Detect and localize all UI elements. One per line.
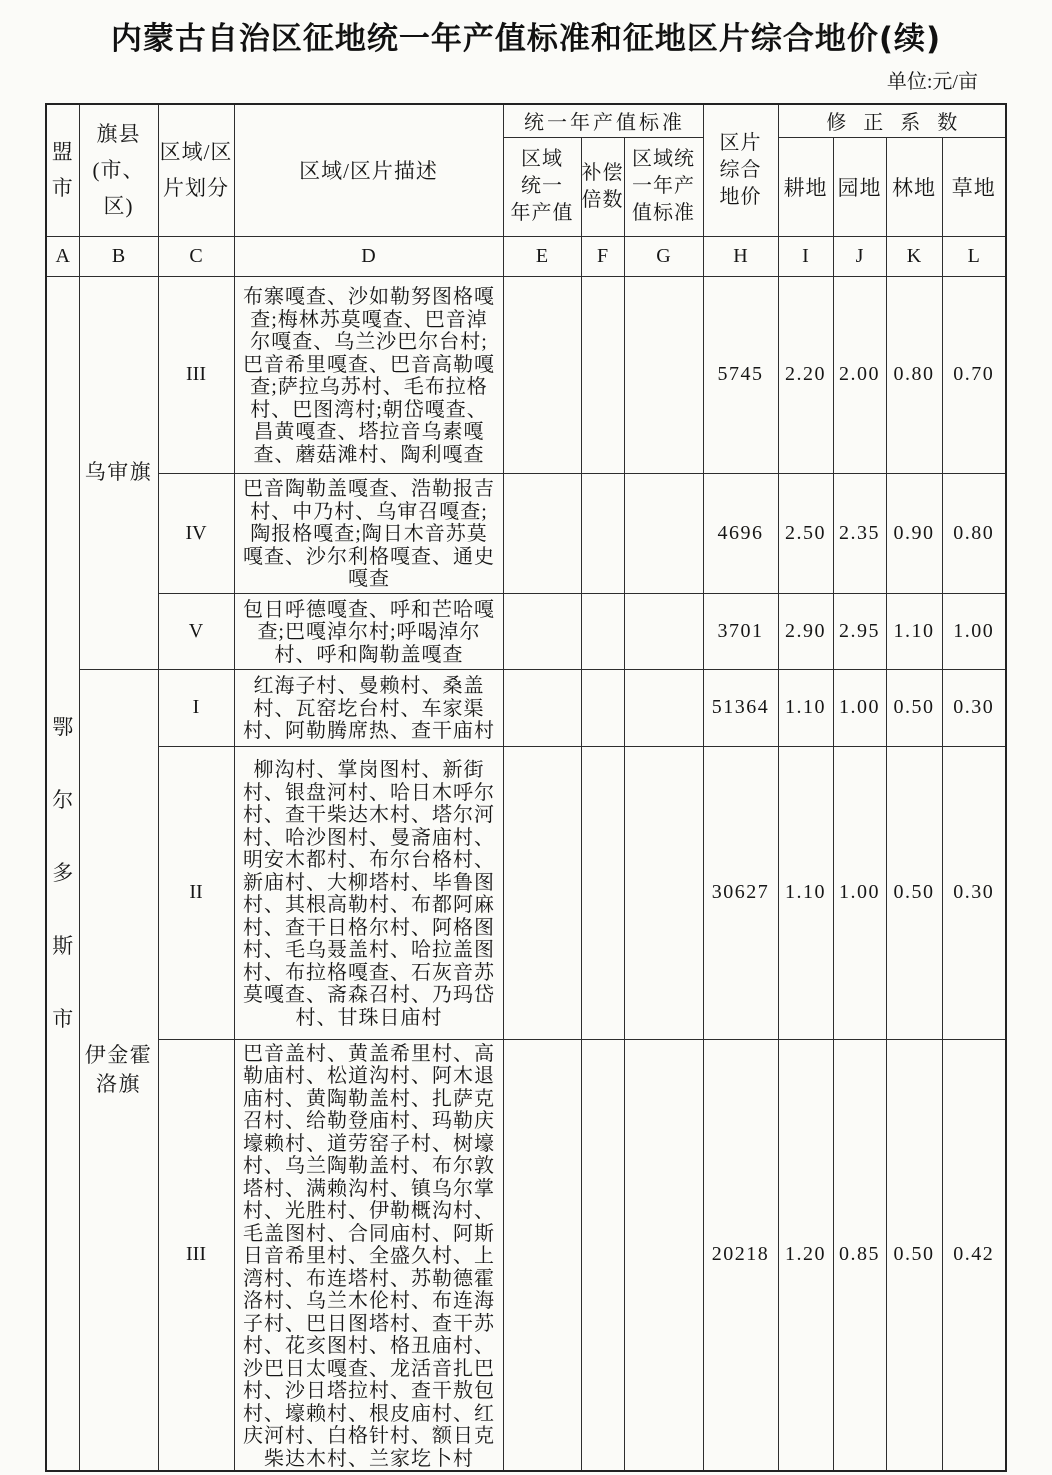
division-cell: IV — [158, 473, 234, 593]
description-cell: 巴音陶勒盖嘎查、浩勒报吉村、中乃村、乌审召嘎查;陶报格嘎查;陶日木音苏莫嘎查、沙尔利格嘎查、通史嘎查 — [234, 473, 503, 593]
header-grassland: 草地 — [942, 137, 1006, 236]
header-regional-value-line3: 年产值 — [510, 202, 574, 224]
price-cell: 51364 — [703, 669, 778, 746]
header-description: 区域/区片描述 — [234, 104, 503, 236]
banner-cell — [79, 276, 158, 669]
multiple-cell — [581, 669, 624, 746]
coef-forest-cell: 1.10 — [886, 593, 942, 669]
coef-grassland-cell: 0.42 — [942, 1039, 1006, 1471]
annual-value-cell — [503, 593, 581, 669]
column-letter-b: B — [79, 236, 158, 276]
column-letter-a: A — [46, 236, 79, 276]
coef-garden-cell: 2.00 — [833, 276, 886, 473]
value-standard-cell — [624, 593, 703, 669]
header-cultivated: 耕地 — [778, 137, 833, 236]
banner-label: 伊金霍洛旗 — [84, 1042, 153, 1096]
price-cell: 20218 — [703, 1039, 778, 1471]
coef-grassland-cell: 0.30 — [942, 746, 1006, 1039]
price-cell: 5745 — [703, 276, 778, 473]
annual-value-cell — [503, 1039, 581, 1471]
column-letter-row — [46, 236, 1006, 276]
header-regional-standard-line1: 区域统 — [632, 148, 695, 170]
header-compensation-line2: 倍数 — [581, 188, 624, 211]
value-standard-cell — [624, 276, 703, 473]
header-district-price-line1: 区片 — [719, 131, 762, 154]
table-row — [46, 746, 1006, 1039]
multiple-cell — [581, 593, 624, 669]
annual-value-cell — [503, 473, 581, 593]
coef-forest-cell: 0.50 — [886, 669, 942, 746]
coef-grassland-cell: 0.70 — [942, 276, 1006, 473]
header-division-line2: 片划分 — [163, 176, 229, 201]
coef-grassland-cell: 0.30 — [942, 669, 1006, 746]
table-row — [46, 1039, 1006, 1471]
coef-cultivated-cell: 2.50 — [778, 473, 833, 593]
unit-label: 单位:元/亩 — [886, 71, 978, 93]
header-regional-standard-line2: 一年产 — [632, 175, 695, 197]
coef-garden-cell: 1.00 — [833, 746, 886, 1039]
multiple-cell — [581, 473, 624, 593]
header-forest: 林地 — [886, 137, 942, 236]
column-letter-h: H — [703, 236, 778, 276]
header-division-line1: 区域/区 — [159, 140, 233, 165]
page-title: 内蒙古自治区征地统一年产值标准和征地区片综合地价(续) — [110, 21, 942, 57]
header-regional-value-line2: 统一 — [521, 175, 563, 197]
division-cell: III — [158, 1039, 234, 1471]
header-regional-value — [503, 137, 581, 236]
division-cell: II — [158, 746, 234, 1039]
coef-forest-cell: 0.50 — [886, 1039, 942, 1471]
city-label: 鄂尔多斯市 — [52, 714, 74, 1031]
coef-garden-cell: 2.35 — [833, 473, 886, 593]
annual-value-cell — [503, 276, 581, 473]
annual-value-cell — [503, 746, 581, 1039]
header-division — [158, 104, 234, 236]
coef-grassland-cell: 0.80 — [942, 473, 1006, 593]
annual-value-cell — [503, 669, 581, 746]
coef-forest-cell: 0.80 — [886, 276, 942, 473]
header-league-line1: 盟 — [51, 140, 74, 165]
header-league-line2: 市 — [51, 176, 74, 201]
multiple-cell — [581, 276, 624, 473]
coef-cultivated-cell: 2.90 — [778, 593, 833, 669]
city-cell — [46, 276, 79, 1471]
coef-cultivated-cell: 1.20 — [778, 1039, 833, 1471]
price-cell: 4696 — [703, 473, 778, 593]
table-row — [46, 593, 1006, 669]
column-letter-j: J — [833, 236, 886, 276]
coef-forest-cell: 0.50 — [886, 746, 942, 1039]
coef-cultivated-cell: 2.20 — [778, 276, 833, 473]
land-price-table — [45, 103, 1007, 1472]
description-cell: 柳沟村、掌岗图村、新街村、银盘河村、哈日木呼尔村、查干柴达木村、塔尔河村、哈沙图村、曼斋庙村、明安木都村、布尔台格村、新庙村、大柳塔村、毕鲁图村、其根高勒村、布都阿麻村、查干日格尔村、阿格图村、毛乌聂盖村、哈拉盖图村、布拉格嘎查、石灰音苏莫嘎查、斋森召村、乃玛岱村、甘珠日庙村 — [234, 746, 503, 1039]
multiple-cell — [581, 1039, 624, 1471]
header-group-row — [46, 104, 1006, 137]
table-row — [46, 276, 1006, 473]
column-letter-i: I — [778, 236, 833, 276]
value-standard-cell — [624, 1039, 703, 1471]
column-letter-f: F — [581, 236, 624, 276]
coef-forest-cell: 0.90 — [886, 473, 942, 593]
coef-cultivated-cell: 1.10 — [778, 669, 833, 746]
price-cell: 30627 — [703, 746, 778, 1039]
value-standard-cell — [624, 669, 703, 746]
division-cell: I — [158, 669, 234, 746]
header-correction-group: 修正系数 — [778, 104, 1006, 137]
header-district-price — [703, 104, 778, 236]
header-compensation-multiple — [581, 137, 624, 236]
table-row — [46, 473, 1006, 593]
division-cell: III — [158, 276, 234, 473]
header-regional-standard-line3: 值标准 — [632, 202, 695, 224]
coef-garden-cell: 1.00 — [833, 669, 886, 746]
description-cell: 红海子村、曼赖村、桑盖村、瓦窑圪台村、车家渠村、阿勒腾席热、查干庙村 — [234, 669, 503, 746]
column-letter-c: C — [158, 236, 234, 276]
banner-label: 乌审旗 — [84, 460, 153, 484]
division-cell: V — [158, 593, 234, 669]
coef-grassland-cell: 1.00 — [942, 593, 1006, 669]
price-cell: 3701 — [703, 593, 778, 669]
description-cell: 巴音盖村、黄盖希里村、高勒庙村、松道沟村、阿木退庙村、黄陶勒盖村、扎萨克召村、给勒登庙村、玛勒庆壕赖村、道劳窑子村、树壕村、乌兰陶勒盖村、布尔敦塔村、满赖沟村、镇乌尔掌村、光胜村、伊勒概沟村、毛盖图村、合同庙村、阿斯日音希里村、全盛久村、上湾村、布连塔村、苏勒德霍洛村、乌兰木伦村、布连海子村、巴日图塔村、查干苏村、花亥图村、格丑庙村、沙巴日太嘎查、龙活音扎巴村、沙日塔拉村、查干敖包村、壕赖村、根皮庙村、红庆河村、白格针村、额日克柴达木村、兰家圪卜村 — [234, 1039, 503, 1471]
banner-cell — [79, 669, 158, 1471]
column-letter-g: G — [624, 236, 703, 276]
header-banner — [79, 104, 158, 236]
header-district-price-line2: 综合 — [719, 158, 762, 181]
header-banner-line1: 旗县 — [96, 122, 141, 147]
header-garden: 园地 — [833, 137, 886, 236]
header-regional-standard — [624, 137, 703, 236]
header-league-city — [46, 104, 79, 236]
column-letter-d: D — [234, 236, 503, 276]
description-cell: 包日呼德嘎查、呼和芒哈嘎查;巴嘎淖尔村;呼喝淖尔村、呼和陶勒盖嘎查 — [234, 593, 503, 669]
multiple-cell — [581, 746, 624, 1039]
header-compensation-line1: 补偿 — [581, 161, 624, 184]
header-regional-value-line1: 区域 — [521, 148, 563, 170]
coef-cultivated-cell: 1.10 — [778, 746, 833, 1039]
coef-garden-cell: 0.85 — [833, 1039, 886, 1471]
coef-garden-cell: 2.95 — [833, 593, 886, 669]
value-standard-cell — [624, 746, 703, 1039]
header-banner-line2: (市、区) — [92, 158, 145, 219]
table-row — [46, 669, 1006, 746]
column-letter-e: E — [503, 236, 581, 276]
column-letter-l: L — [942, 236, 1006, 276]
header-district-price-line3: 地价 — [719, 185, 762, 208]
header-unified-standard-group: 统一年产值标准 — [503, 104, 703, 137]
value-standard-cell — [624, 473, 703, 593]
description-cell: 布寨嘎查、沙如勒努图格嘎查;梅林苏莫嘎查、巴音淖尔嘎查、乌兰沙巴尔台村;巴音希里嘎查、巴音高勒嘎查;萨拉乌苏村、毛布拉格村、巴图湾村;朝岱嘎查、昌黄嘎查、塔拉音乌素嘎查、蘑菇滩村、陶利嘎查 — [234, 276, 503, 473]
column-letter-k: K — [886, 236, 942, 276]
